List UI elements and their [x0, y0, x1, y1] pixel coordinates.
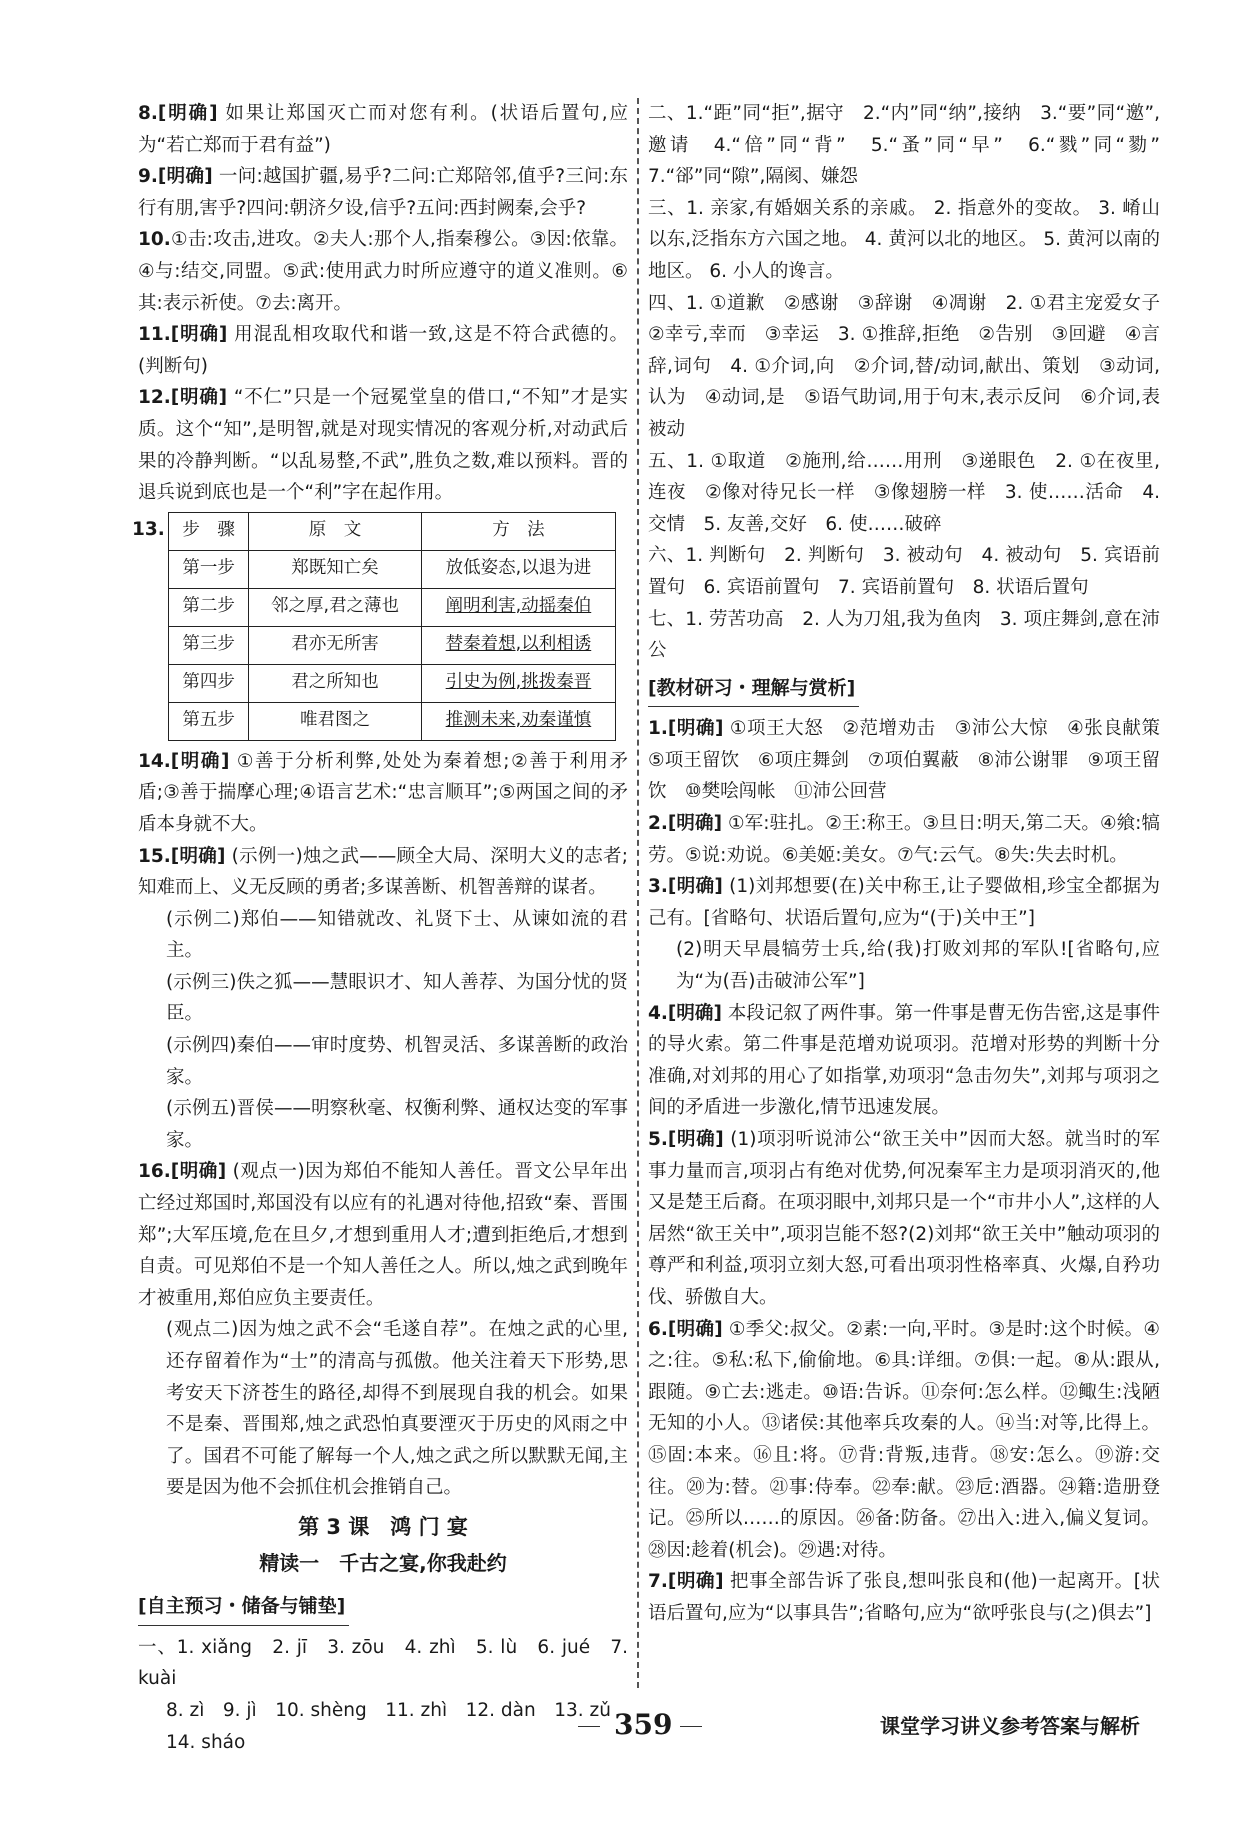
answer-16-view-2: (观点二)因为烛之武不会“毛遂自荐”。在烛之武的心里,还存留着作为“士”的清高与孤傲。他关注着天下形势,思考安天下济苍生的路径,却得不到展现自我的机会。如果不是秦、晋围郑,烛之武恐怕真要湮灭于历史的风雨之中了。国君不可能了解每一个人,烛之武之所以默默无闻,主要是因为他不会抓住机会推销自己。	[166, 1319, 628, 1499]
table-row	[169, 702, 616, 740]
table-row	[169, 626, 616, 664]
table-cell-step: 第一步	[169, 550, 249, 588]
section-7: 七、1. 劳苦功高 2. 人为刀俎,我为鱼肉 3. 项庄舞剑,意在沛公	[648, 608, 1160, 662]
answer-15-example-5: (示例五)晋侯——明察秋毫、权衡利弊、通权达变的军事家。	[166, 1098, 628, 1151]
answer-9: 9.[明确] 一问:越国扩疆,易乎?二问:亡郑陪邻,值乎?三问:东行有朋,害乎?四问:朝济夕设,信乎?五问:西封阙秦,会乎?	[138, 166, 628, 219]
answer-12: 12.[明确] “不仁”只是一个冠冕堂皇的借口,“不知”才是实质。这个“知”,是明智,就是对现实情况的客观分析,对动武后果的冷静判断。“以乱易整,不武”,胜负之数,难以预料。晋的退兵说到底也是一个“利”字在起作用。	[138, 387, 628, 504]
study-answer-7: 7.[明确] 把事全部告诉了张良,想叫张良和(他)一起离开。[状语后置句,应为“以事具告”;省略句,应为“欲呼张良与(之)俱去”]	[648, 1571, 1160, 1624]
study-answer-6: 6.[明确] ①季父:叔父。②素:一向,平时。③是时:这个时候。④之:往。⑤私:私下,偷偷地。⑥具:详细。⑦俱:一起。⑧从:跟从,跟随。⑨亡去:逃走。⑩语:告诉。⑪奈何:怎么样。⑫鲰生:浅陋无知的小人。⑬诸侯:其他率兵攻秦的人。⑭当:对等,比得上。⑮固:本来。⑯且:将。⑰背:背叛,违背。⑱安:怎么。⑲游:交往。⑳为:替。㉑事:侍奉。㉒奉:献。㉓卮:酒器。㉔籍:造册登记。㉕所以……的原因。㉖备:防备。㉗出入:进入,偏义复词。㉘因:趁着(机会)。㉙遇:对待。	[648, 1318, 1160, 1561]
answer-13	[132, 512, 628, 741]
table-cell-text: 唯君图之	[249, 702, 422, 740]
answer-15-example-2: (示例二)郑伯——知错就改、礼贤下士、从谏如流的君主。	[166, 908, 628, 962]
table-cell-text: 君之所知也	[249, 664, 422, 702]
table-cell-method: 推测未来,劝秦谨慎	[421, 702, 615, 740]
table-row	[169, 588, 616, 626]
pinyin-line-3: 14. sháo	[166, 1731, 246, 1753]
section-2: 二、1.“距”同“拒”,据守 2.“内”同“纳”,接纳 3.“要”同“邀”,邀请 4.“倍”同“背” 5.“蚤”同“早” 6.“戮”同“勠” 7.“郤”同“隙”,隔阂、嫌怨	[648, 103, 1179, 188]
table-cell-method: 阐明利害,动摇秦伯	[421, 588, 615, 626]
section-3: 三、1. 亲家,有婚姻关系的亲戚。 2. 指意外的变故。 3. 崤山以东,泛指东方六国之地。 4. 黄河以北的地区。 5. 黄河以南的地区。 6. 小人的谗言。	[648, 197, 1160, 282]
table-row	[169, 664, 616, 702]
table-row	[169, 550, 616, 588]
section-heading-study: [教材研习・理解与赏析]	[648, 673, 859, 708]
table-header-text: 原 文	[249, 512, 422, 550]
steps-table	[168, 512, 616, 741]
footer-title: 课堂学习讲义参考答案与解析	[880, 1714, 1140, 1738]
answer-14: 14.[明确] ①善于分析利弊,处处为秦着想;②善于利用矛盾;③善于揣摩心理;④语言艺术:“忠言顺耳”;⑤两国之间的矛盾本身就不大。	[138, 750, 628, 835]
study-answer-2: 2.[明确] ①军:驻扎。②王:称王。③旦日:明天,第二天。④飨:犒劳。⑤说:劝说。⑥美姬:美女。⑦气:云气。⑧失:失去时机。	[648, 813, 1160, 866]
footer-dash-left	[578, 1726, 600, 1727]
pinyin-line-2: 8. zì 9. jì 10. shèng 11. zhì 12. dàn 13. zǔ	[166, 1699, 611, 1721]
section-4: 四、1. ①道歉 ②感谢 ③辞谢 ④凋谢 2. ①君主宠爱女子 ②幸亏,幸而 ③幸运 3. ①推辞,拒绝 ②告别 ③回避 ④言辞,词句 4. ①介词,向 ②介词,替/动词,献出、策划 ③动词,认为 ④动词,是 ⑤语气助词,用于句末,表示反问 ⑥介词,表被动	[648, 292, 1179, 440]
left-column	[132, 98, 628, 1758]
table-header-step: 步 骤	[169, 512, 249, 550]
answer-13-number: 13.	[132, 518, 165, 540]
table-cell-method: 替秦着想,以利相诱	[421, 626, 615, 664]
pinyin-line-1: 一、1. xiǎng 2. jī 3. zōu 4. zhì 5. lù 6. jué 7. kuài	[138, 1636, 628, 1690]
table-cell-method: 放低姿态,以退为进	[421, 550, 615, 588]
section-6: 六、1. 判断句 2. 判断句 3. 被动句 4. 被动句 5. 宾语前置句 6. 宾语前置句 7. 宾语前置句 8. 状语后置句	[648, 545, 1160, 598]
table-cell-text: 邻之厚,君之薄也	[249, 588, 422, 626]
page-number: 359	[614, 1708, 673, 1741]
table-header-row	[169, 512, 616, 550]
section-5: 五、1. ①取道 ②施刑,给……用刑 ③递眼色 2. ①在夜里,连夜 ②像对待兄长一样 ③像翅膀一样 3. 使……活命 4. 交情 5. 友善,交好 6. 使……破碎	[648, 450, 1160, 535]
section-heading-preview: [自主预习・储备与铺垫]	[138, 1591, 349, 1626]
study-answer-4: 4.[明确] 本段记叙了两件事。第一件事是曹无伤告密,这是事件的导火索。第二件事是范增劝说项羽。范增对形势的判断十分准确,对刘邦的用心了如指掌,劝项羽“急击勿失”,刘邦与项羽之间的矛盾进一步激化,情节迅速发展。	[648, 1002, 1160, 1119]
answer-10: 10.①击:攻击,进攻。②夫人:那个人,指秦穆公。③因:依靠。④与:结交,同盟。⑤武:使用武力时所应遵守的道义准则。⑥其:表示祈使。⑦去:离开。	[138, 229, 628, 314]
answer-15-example-3: (示例三)佚之狐——慧眼识才、知人善荐、为国分忧的贤臣。	[166, 971, 628, 1025]
table-cell-step: 第四步	[169, 664, 249, 702]
answer-16: 16.[明确] (观点一)因为郑伯不能知人善任。晋文公早年出亡经过郑国时,郑国没有以应有的礼遇对待他,招致“秦、晋围郑”;大军压境,危在旦夕,才想到重用人才;遭到拒绝后,才想到自责。可见郑伯不是一个知人善任之人。所以,烛之武到晚年才被重用,郑伯应负主要责任。	[138, 1161, 628, 1309]
study-answer-3-part-2: (2)明天早晨犒劳士兵,给(我)打败刘邦的军队![省略句,应为“为(吾)击破沛公军”]	[676, 939, 1160, 993]
answer-11: 11.[明确] 用混乱相攻取代和谐一致,这是不符合武德的。(判断句)	[138, 324, 628, 377]
table-cell-text: 郑既知亡矣	[249, 550, 422, 588]
study-answer-5: 5.[明确] (1)项羽听说沛公“欲王关中”因而大怒。就当时的军事力量而言,项羽占有绝对优势,何况秦军主力是项羽消灭的,他又是楚王后裔。在项羽眼中,刘邦只是一个“市井小人”,这样的人居然“欲王关中”,项羽岂能不怒?(2)刘邦“欲王关中”触动项羽的尊严和利益,项羽立刻大怒,可看出项羽性格率真、火爆,自矜功伐、骄傲自大。	[648, 1129, 1160, 1308]
right-column	[648, 98, 1179, 1630]
reading-title: 精读一 千古之宴,你我赴约	[259, 1550, 507, 1575]
table-cell-step: 第二步	[169, 588, 249, 626]
study-answer-3: 3.[明确] (1)刘邦想要(在)关中称王,让子婴做相,珍宝全都据为己有。[省略句、状语后置句,应为“(于)关中王”]	[648, 876, 1160, 929]
table-cell-text: 君亦无所害	[249, 626, 422, 664]
table-cell-step: 第三步	[169, 626, 249, 664]
lesson-title: 第 3 课 鸿 门 宴	[298, 1514, 468, 1539]
table-cell-step: 第五步	[169, 702, 249, 740]
answer-15-example-4: (示例四)秦伯——审时度势、机智灵活、多谋善断的政治家。	[166, 1035, 628, 1088]
column-divider	[637, 98, 639, 1688]
table-header-method: 方 法	[421, 512, 615, 550]
table-cell-method: 引史为例,挑拨秦晋	[421, 664, 615, 702]
footer-dash-right	[680, 1726, 702, 1727]
study-answer-1: 1.[明确] ①项王大怒 ②范增劝击 ③沛公大惊 ④张良献策 ⑤项王留饮 ⑥项庄舞剑 ⑦项伯翼蔽 ⑧沛公谢罪 ⑨项王留饮 ⑩樊哙闯帐 ⑪沛公回营	[648, 718, 1179, 803]
answer-8: 8.[明确] 如果让郑国灭亡而对您有利。(状语后置句,应为“若亡郑而于君有益”)	[138, 103, 628, 156]
answer-15: 15.[明确] (示例一)烛之武——顾全大局、深明大义的志者;知难而上、义无反顾的勇者;多谋善断、机智善辩的谋者。	[138, 845, 628, 899]
